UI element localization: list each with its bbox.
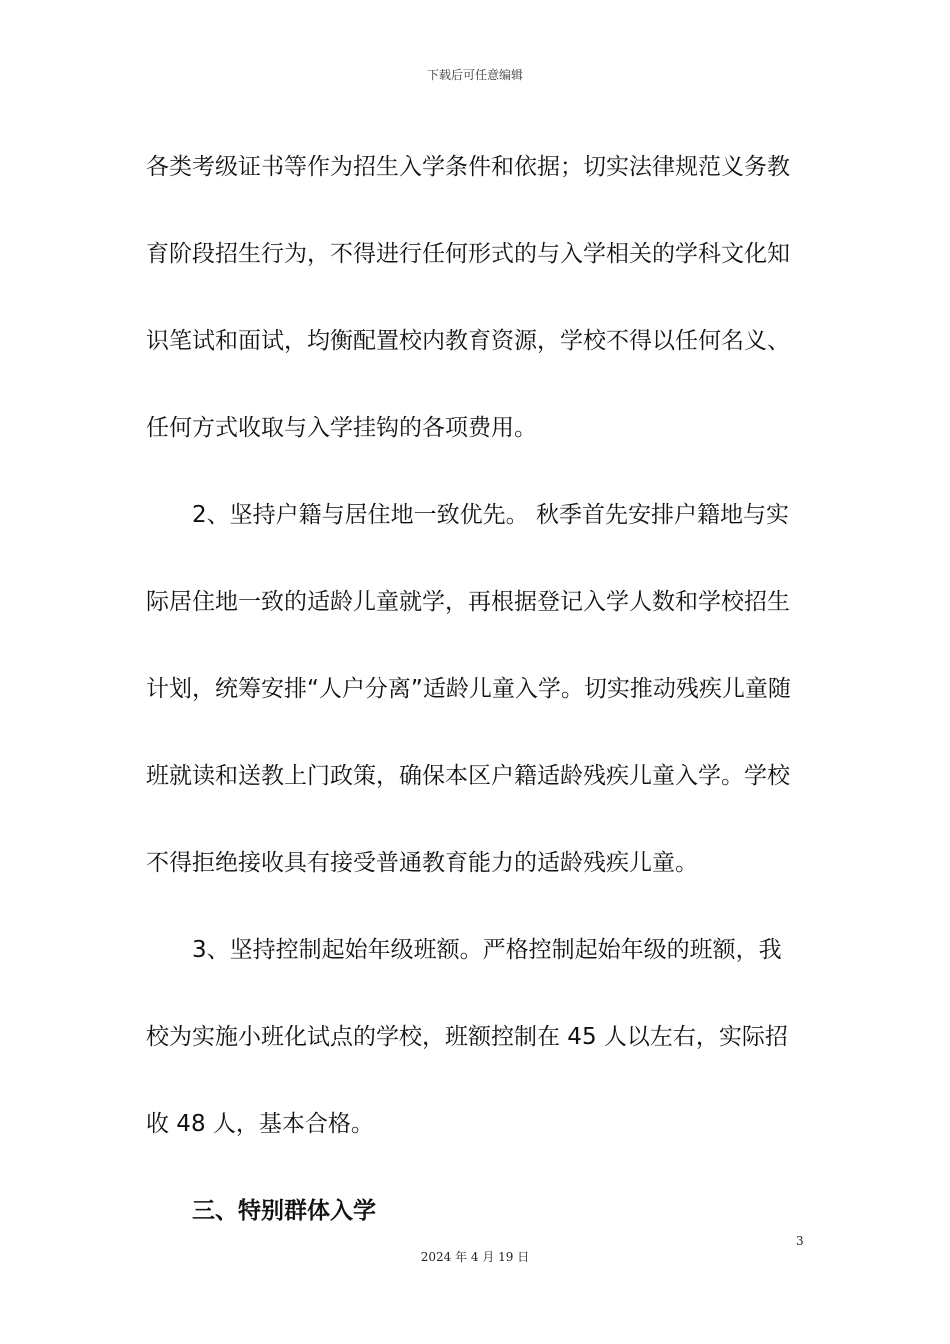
paragraph-line: 班就读和送教上门政策，确保本区户籍适龄残疾儿童入学。学校	[146, 763, 790, 789]
page-footer-date: 2024 年 4 月 19 日	[420, 1250, 530, 1264]
paragraph-line: 不得拒绝接收具有接受普通教育能力的适龄残疾儿童。	[146, 850, 698, 876]
page-number: 3	[796, 1234, 804, 1248]
paragraph-line: 际居住地一致的适龄儿童就学，再根据登记入学人数和学校招生	[146, 589, 790, 615]
paragraph-line: 育阶段招生行为，不得进行任何形式的与入学相关的学科文化知	[146, 241, 790, 267]
paragraph-line: 任何方式收取与入学挂钩的各项费用。	[146, 415, 537, 441]
paragraph-line: 收 48 人，基本合格。	[146, 1111, 374, 1137]
paragraph-line: 3、坚持控制起始年级班额。严格控制起始年级的班额，我	[192, 937, 782, 963]
section-heading: 三、特别群体入学	[192, 1198, 376, 1224]
paragraph-line: 各类考级证书等作为招生入学条件和依据；切实法律规范义务教	[146, 154, 790, 180]
paragraph-line: 校为实施小班化试点的学校，班额控制在 45 人以左右，实际招	[146, 1024, 788, 1050]
paragraph-line: 识笔试和面试，均衡配置校内教育资源，学校不得以任何名义、	[146, 328, 790, 354]
document-body	[146, 124, 796, 1255]
paragraph-line: 计划，统筹安排“人户分离”适龄儿童入学。切实推动残疾儿童随	[146, 676, 791, 702]
paragraph-line: 2、坚持户籍与居住地一致优先。 秋季首先安排户籍地与实	[192, 502, 789, 528]
page-header: 下载后可任意编辑	[426, 68, 523, 82]
